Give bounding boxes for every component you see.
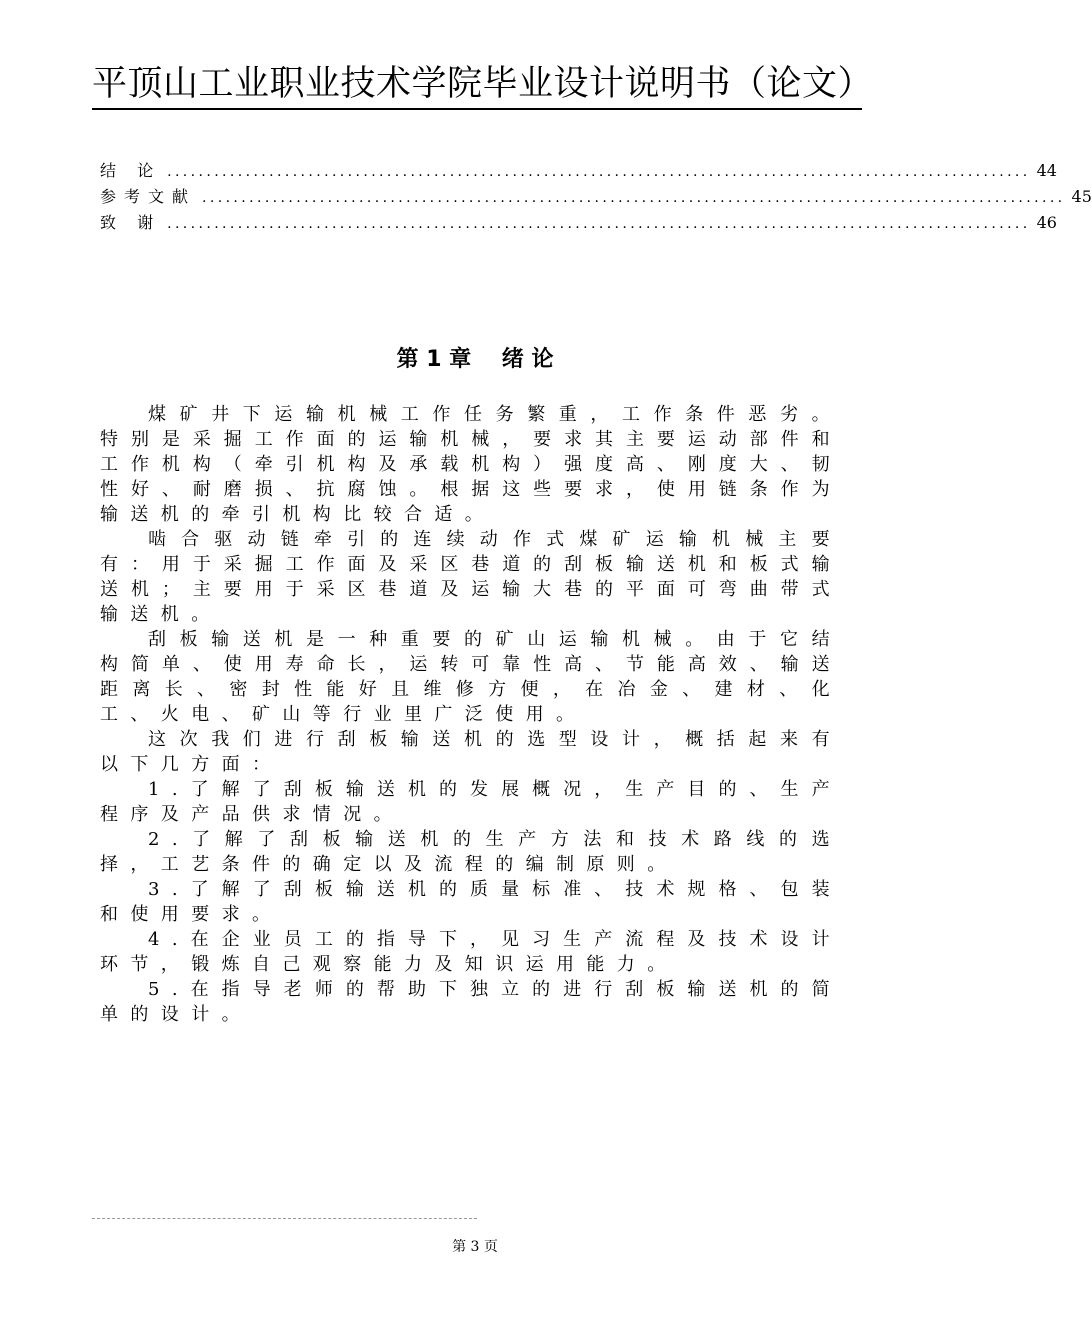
list-item: 1.了解了刮板输送机的发展概况，生产目的、生产程序及产品供求情况。: [100, 779, 842, 825]
footer-rule: [92, 1218, 477, 1219]
list-item: 4.在企业员工的指导下，见习生产流程及技术设计环节，锻炼自己观察能力及知识运用能力。: [100, 929, 842, 975]
list-item: 5.在指导老师的帮助下独立的进行刮板输送机的简单的设计。: [100, 979, 842, 1025]
list-item: 3.了解了刮板输送机的质量标准、技术规格、包装和使用要求。: [100, 879, 842, 925]
page-number: 第 3 页: [452, 1239, 498, 1255]
toc-entry-label: 致 谢: [100, 213, 162, 232]
list-item: 2.了解了刮板输送机的生产方法和技术路线的选择，工艺条件的确定以及流程的编制原则。: [100, 829, 842, 875]
paragraph: 刮板输送机是一种重要的矿山运输机械。由于它结构简单、使用寿命长，运转可靠性高、节能高效、输送距离长、密封性能好且维修方便，在冶金、建材、化工、火电、矿山等行业里广泛使用。: [100, 629, 842, 725]
table-of-contents: [100, 158, 1092, 236]
paragraph: 煤矿井下运输机械工作任务繁重，工作条件恶劣。特别是采掘工作面的运输机械，要求其主要运动部件和工作机构（牵引机构及承载机构）强度高、刚度大、韧性好、耐磨损、抗腐蚀。根据这些要求，使用链条作为输送机的牵引机构比较合适。: [100, 404, 842, 525]
toc-entry-label: 参考文献: [100, 187, 197, 206]
toc-entry-acknowledgements[interactable]: [100, 210, 1057, 236]
toc-entry-page: 46: [1036, 213, 1057, 232]
header-rule: [92, 108, 862, 110]
paragraph: 这次我们进行刮板输送机的选型设计，概括起来有以下几方面：: [100, 729, 842, 775]
paragraph: 啮合驱动链牵引的连续动作式煤矿运输机械主要有：用于采掘工作面及采区巷道的刮板输送机和板式输送机；主要用于采区巷道及运输大巷的平面可弯曲带式输送机。: [100, 529, 842, 625]
document-header-title: 平顶山工业职业技术学院毕业设计说明书（论文）: [92, 64, 874, 104]
chapter-heading: 第 1 章 绪 论: [396, 347, 554, 372]
toc-dot-leader: ..............................................................................................................: [167, 216, 1031, 232]
toc-dot-leader: ..............................................................................................................: [202, 190, 1066, 206]
toc-entry-references[interactable]: [100, 184, 1092, 210]
chapter-body: [100, 402, 842, 1027]
toc-dot-leader: ..............................................................................................................: [167, 164, 1031, 180]
toc-entry-label: 结 论: [100, 161, 162, 180]
toc-entry-page: 44: [1036, 161, 1057, 180]
toc-entry-page: 45: [1071, 187, 1092, 206]
toc-entry-conclusion[interactable]: [100, 158, 1057, 184]
